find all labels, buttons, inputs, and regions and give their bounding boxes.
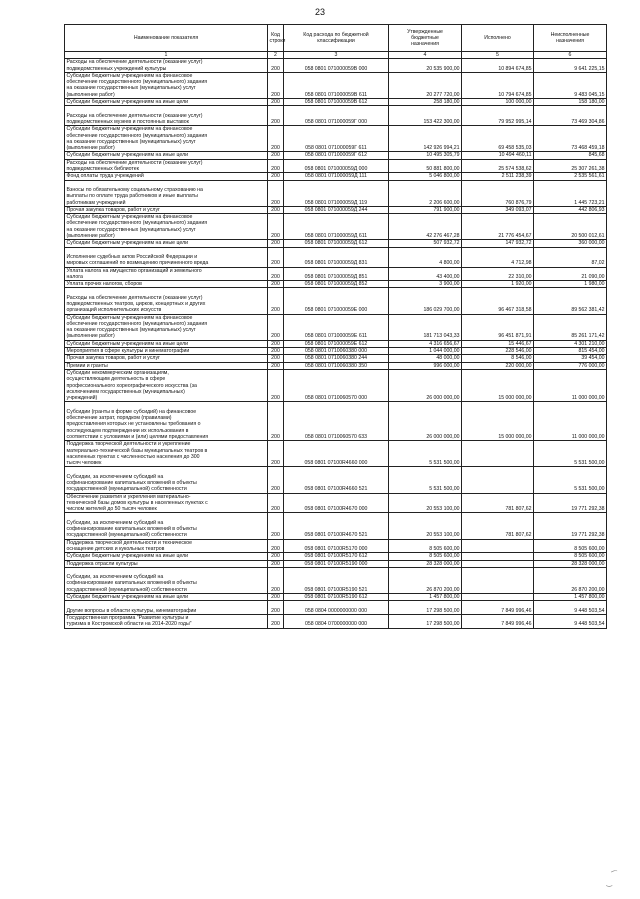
row-name-cell: Субсидии бюджетным учреждениям на иные цели bbox=[65, 152, 268, 159]
row-name-cell: Расходы на обеспечение деятельности (оказание услуг) подведомственных библиотек bbox=[65, 159, 268, 173]
header-approved: Утвержденные бюджетные назначения bbox=[389, 25, 462, 52]
row-name-cell: Прочая закупка товаров, работ и услуг bbox=[65, 355, 268, 362]
row-unexecuted-cell: 1 980,00 bbox=[534, 281, 607, 288]
row-unexecuted-cell: 442 806,93 bbox=[534, 206, 607, 213]
row-unexecuted-cell: 25 307 261,38 bbox=[534, 159, 607, 173]
row-name-cell: Субсидии, за исключением субсидий на софинансирование капитальных вложений в объекты государственной (муниципальной) собственности bbox=[65, 513, 268, 539]
row-unexecuted-cell: 20 500 012,61 bbox=[534, 214, 607, 240]
row-approved-cell: 17 298 500,00 bbox=[389, 601, 462, 615]
row-executed-cell: 96 451 871,91 bbox=[462, 314, 534, 340]
row-executed-cell: 2 511 238,39 bbox=[462, 173, 534, 180]
budget-execution-table-container bbox=[64, 24, 606, 629]
header-budget-code: Код расхода по бюджетной классификации bbox=[284, 25, 389, 52]
table-row bbox=[65, 247, 607, 267]
row-code-cell: 058 0801 07100R5170 612 bbox=[284, 553, 389, 560]
row-line-cell: 200 bbox=[268, 340, 284, 347]
row-unexecuted-cell: 39 454,00 bbox=[534, 355, 607, 362]
row-code-cell: 058 0801 071000059В 611 bbox=[284, 72, 389, 98]
column-numbers-row bbox=[65, 52, 607, 59]
table-row bbox=[65, 594, 607, 601]
row-line-cell: 200 bbox=[268, 614, 284, 628]
row-line-cell: 200 bbox=[268, 72, 284, 98]
row-code-cell: 058 0801 07100R5190 612 bbox=[284, 594, 389, 601]
table-row bbox=[65, 402, 607, 441]
row-approved-cell: 186 029 700,00 bbox=[389, 288, 462, 314]
row-line-cell: 200 bbox=[268, 281, 284, 288]
row-unexecuted-cell: 8 505 600,00 bbox=[534, 553, 607, 560]
row-code-cell: 058 0801 0710060380 244 bbox=[284, 355, 389, 362]
table-row bbox=[65, 180, 607, 206]
row-approved-cell: 26 000 000,00 bbox=[389, 369, 462, 401]
header-line-code: Код строки bbox=[268, 25, 284, 52]
row-executed-cell bbox=[462, 553, 534, 560]
table-row bbox=[65, 59, 607, 73]
row-line-cell: 200 bbox=[268, 214, 284, 240]
row-unexecuted-cell: 158 180,00 bbox=[534, 99, 607, 106]
row-code-cell: 058 0801 071000059Е 611 bbox=[284, 314, 389, 340]
table-row bbox=[65, 314, 607, 340]
row-line-cell: 200 bbox=[268, 594, 284, 601]
row-unexecuted-cell: 26 870 200,00 bbox=[534, 567, 607, 593]
row-unexecuted-cell: 776 000,00 bbox=[534, 362, 607, 369]
row-name-cell: Поддержка творческой деятельности и укрепление материально-технической базы муниципальных театров в населенных пунктах с численностью населения до 300 тысяч человек bbox=[65, 441, 268, 467]
row-code-cell: 058 0801 07100R4660 521 bbox=[284, 467, 389, 493]
row-executed-cell bbox=[462, 594, 534, 601]
row-executed-cell: 10 794 674,85 bbox=[462, 72, 534, 98]
row-unexecuted-cell: 9 483 045,15 bbox=[534, 72, 607, 98]
row-approved-cell: 3 900,00 bbox=[389, 281, 462, 288]
table-row bbox=[65, 567, 607, 593]
row-name-cell: Премии и гранты bbox=[65, 362, 268, 369]
row-unexecuted-cell: 9 448 503,54 bbox=[534, 601, 607, 615]
row-unexecuted-cell: 11 000 000,00 bbox=[534, 369, 607, 401]
table-row bbox=[65, 99, 607, 106]
row-approved-cell: 5 531 500,00 bbox=[389, 441, 462, 467]
row-name-cell: Субсидии бюджетным учреждениям на финансовое обеспечение государственного (муниципального) задания на оказание государственных (муниципальных) услуг (выполнение работ) bbox=[65, 126, 268, 152]
row-name-cell: Прочая закупка товаров, работ и услуг bbox=[65, 206, 268, 213]
table-header-row bbox=[65, 25, 607, 52]
row-unexecuted-cell: 360 000,00 bbox=[534, 240, 607, 247]
row-code-cell: 058 0804 0700000000 000 bbox=[284, 614, 389, 628]
row-name-cell: Другие вопросы в области культуры, кинематографии bbox=[65, 601, 268, 615]
row-name-cell: Субсидии бюджетным учреждениям на иные цели bbox=[65, 340, 268, 347]
row-approved-cell: 20 553 100,00 bbox=[389, 493, 462, 513]
row-name-cell: Мероприятия в сфере культуры и кинематографии bbox=[65, 348, 268, 355]
column-number: 4 bbox=[389, 52, 462, 59]
row-unexecuted-cell: 1 457 800,00 bbox=[534, 594, 607, 601]
row-approved-cell: 50 881 800,00 bbox=[389, 159, 462, 173]
row-code-cell: 058 0801 071000059Г 611 bbox=[284, 126, 389, 152]
table-row bbox=[65, 126, 607, 152]
row-line-cell: 200 bbox=[268, 493, 284, 513]
table-row bbox=[65, 152, 607, 159]
row-code-cell: 058 0801 07100R5190 521 bbox=[284, 567, 389, 593]
row-name-cell: Субсидии, за исключением субсидий на софинансирование капитальных вложений в объекты государственной (муниципальной) собственности bbox=[65, 467, 268, 493]
row-code-cell: 058 0801 071000059Г 612 bbox=[284, 152, 389, 159]
row-line-cell: 200 bbox=[268, 467, 284, 493]
header-name: Наименование показателя bbox=[65, 25, 268, 52]
row-code-cell: 058 0801 0710060380 350 bbox=[284, 362, 389, 369]
row-approved-cell: 996 000,00 bbox=[389, 362, 462, 369]
row-unexecuted-cell: 73 468 459,18 bbox=[534, 126, 607, 152]
row-approved-cell: 42 276 467,28 bbox=[389, 214, 462, 240]
row-approved-cell: 142 926 994,21 bbox=[389, 126, 462, 152]
row-name-cell: Субсидии (гранты в форме субсидий) на финансовое обеспечение затрат, порядком (правилами) предоставления которых не установлены требования о последующем подтверждении их использования в соответствии с условиями и (или) целями предоставления bbox=[65, 402, 268, 441]
row-name-cell: Субсидии бюджетным учреждениям на финансовое обеспечение государственного (муниципального) задания на оказание государственных (муниципальных) услуг (выполнение работ) bbox=[65, 214, 268, 240]
row-line-cell: 200 bbox=[268, 553, 284, 560]
row-approved-cell: 20 277 720,00 bbox=[389, 72, 462, 98]
row-line-cell: 200 bbox=[268, 206, 284, 213]
table-row bbox=[65, 159, 607, 173]
row-executed-cell bbox=[462, 567, 534, 593]
row-executed-cell bbox=[462, 441, 534, 467]
row-line-cell: 200 bbox=[268, 288, 284, 314]
table-row bbox=[65, 267, 607, 281]
row-code-cell: 058 0801 071000059Е 000 bbox=[284, 288, 389, 314]
row-approved-cell: 26 000 000,00 bbox=[389, 402, 462, 441]
row-approved-cell: 507 932,72 bbox=[389, 240, 462, 247]
row-code-cell: 058 0801 071000059Д 244 bbox=[284, 206, 389, 213]
row-line-cell: 200 bbox=[268, 159, 284, 173]
row-approved-cell: 2 206 600,00 bbox=[389, 180, 462, 206]
row-approved-cell: 1 457 800,00 bbox=[389, 594, 462, 601]
table-body bbox=[65, 59, 607, 628]
row-name-cell: Субсидии бюджетным учреждениям на иные цели bbox=[65, 553, 268, 560]
table-row bbox=[65, 553, 607, 560]
row-unexecuted-cell: 9 448 503,54 bbox=[534, 614, 607, 628]
row-line-cell: 200 bbox=[268, 152, 284, 159]
row-approved-cell: 8 505 600,00 bbox=[389, 553, 462, 560]
row-executed-cell: 15 000 000,00 bbox=[462, 369, 534, 401]
row-executed-cell: 79 952 995,14 bbox=[462, 106, 534, 126]
row-code-cell: 058 0801 07100R4670 521 bbox=[284, 513, 389, 539]
row-executed-cell: 10 894 674,85 bbox=[462, 59, 534, 73]
table-row bbox=[65, 288, 607, 314]
row-code-cell: 058 0801 071000059Д 852 bbox=[284, 281, 389, 288]
row-executed-cell: 7 849 996,46 bbox=[462, 614, 534, 628]
row-name-cell: Субсидии бюджетным учреждениям на иные цели bbox=[65, 594, 268, 601]
row-unexecuted-cell: 89 562 381,42 bbox=[534, 288, 607, 314]
row-line-cell: 200 bbox=[268, 247, 284, 267]
row-code-cell: 058 0801 071000059Д 831 bbox=[284, 247, 389, 267]
row-code-cell: 058 0801 071000059Д 611 bbox=[284, 214, 389, 240]
row-executed-cell: 760 876,79 bbox=[462, 180, 534, 206]
column-number: 6 bbox=[534, 52, 607, 59]
table-row bbox=[65, 614, 607, 628]
row-code-cell: 058 0801 071000059Д 119 bbox=[284, 180, 389, 206]
row-approved-cell: 791 900,00 bbox=[389, 206, 462, 213]
row-name-cell: Расходы на обеспечение деятельности (оказание услуг) подведомственных музеев и постоянных выставок bbox=[65, 106, 268, 126]
pen-mark: ⁀ bbox=[611, 871, 619, 880]
row-approved-cell: 10 495 305,79 bbox=[389, 152, 462, 159]
row-executed-cell: 220 000,00 bbox=[462, 362, 534, 369]
row-executed-cell: 21 776 454,67 bbox=[462, 214, 534, 240]
table-row bbox=[65, 493, 607, 513]
row-code-cell: 058 0801 071000059Д 111 bbox=[284, 173, 389, 180]
row-unexecuted-cell: 845,68 bbox=[534, 152, 607, 159]
row-name-cell: Фонд оплаты труда учреждений bbox=[65, 173, 268, 180]
row-approved-cell: 5 046 800,00 bbox=[389, 173, 462, 180]
row-code-cell: 058 0804 0000000000 000 bbox=[284, 601, 389, 615]
row-unexecuted-cell: 21 090,00 bbox=[534, 267, 607, 281]
table-row bbox=[65, 539, 607, 553]
row-line-cell: 200 bbox=[268, 106, 284, 126]
row-executed-cell: 96 467 318,58 bbox=[462, 288, 534, 314]
row-executed-cell: 100 000,00 bbox=[462, 99, 534, 106]
column-number: 2 bbox=[268, 52, 284, 59]
page-number: 23 bbox=[314, 7, 325, 17]
row-name-cell: Уплата прочих налогов, сборов bbox=[65, 281, 268, 288]
row-executed-cell: 781 807,62 bbox=[462, 513, 534, 539]
table-row bbox=[65, 362, 607, 369]
row-unexecuted-cell: 5 531 500,00 bbox=[534, 467, 607, 493]
row-unexecuted-cell: 85 261 171,42 bbox=[534, 314, 607, 340]
table-row bbox=[65, 513, 607, 539]
row-code-cell: 058 0801 07100R5170 000 bbox=[284, 539, 389, 553]
row-executed-cell bbox=[462, 560, 534, 567]
row-line-cell: 200 bbox=[268, 560, 284, 567]
row-line-cell: 200 bbox=[268, 402, 284, 441]
budget-execution-table bbox=[64, 24, 607, 629]
row-approved-cell: 17 298 500,00 bbox=[389, 614, 462, 628]
row-name-cell: Субсидии бюджетным учреждениям на иные цели bbox=[65, 99, 268, 106]
row-approved-cell: 28 328 000,00 bbox=[389, 560, 462, 567]
row-unexecuted-cell: 87,02 bbox=[534, 247, 607, 267]
row-name-cell: Взносы по обязательному социальному страхованию на выплаты по оплате труда работников и иные выплаты работникам учреждений bbox=[65, 180, 268, 206]
row-line-cell: 200 bbox=[268, 355, 284, 362]
row-name-cell: Поддержка творческой деятельности и техническое оснащение детских и кукольных театров bbox=[65, 539, 268, 553]
row-executed-cell: 4 712,98 bbox=[462, 247, 534, 267]
row-code-cell: 058 0801 071000059Д 851 bbox=[284, 267, 389, 281]
row-line-cell: 200 bbox=[268, 539, 284, 553]
table-row bbox=[65, 355, 607, 362]
row-line-cell: 200 bbox=[268, 314, 284, 340]
table-row bbox=[65, 467, 607, 493]
row-code-cell: 058 0801 071000059Д 000 bbox=[284, 159, 389, 173]
row-unexecuted-cell: 19 771 292,38 bbox=[534, 493, 607, 513]
row-executed-cell: 25 574 538,62 bbox=[462, 159, 534, 173]
row-code-cell: 058 0801 071000059В 000 bbox=[284, 59, 389, 73]
row-name-cell: Уплата налога на имущество организаций и земельного налога bbox=[65, 267, 268, 281]
row-unexecuted-cell: 815 454,00 bbox=[534, 348, 607, 355]
row-name-cell: Субсидии, за исключением субсидий на софинансирование капитальных вложений в объекты государственной (муниципальной) собственности bbox=[65, 567, 268, 593]
row-code-cell: 058 0801 0710060570 000 bbox=[284, 369, 389, 401]
row-name-cell: Государственная программа "Развитие культуры и туризма в Костромской области на 2014-2020 годы" bbox=[65, 614, 268, 628]
row-line-cell: 200 bbox=[268, 126, 284, 152]
row-line-cell: 200 bbox=[268, 362, 284, 369]
row-approved-cell: 20 535 900,00 bbox=[389, 59, 462, 73]
row-approved-cell: 20 553 100,00 bbox=[389, 513, 462, 539]
row-name-cell: Расходы на обеспечение деятельности (оказание услуг) подведомственных учреждений культуры bbox=[65, 59, 268, 73]
row-unexecuted-cell: 9 641 225,15 bbox=[534, 59, 607, 73]
table-row bbox=[65, 214, 607, 240]
row-name-cell: Обеспечение развития и укрепления материально- технической базы домов культуры в населенных пунктах с числом жителей до 50 тысяч человек bbox=[65, 493, 268, 513]
row-name-cell: Субсидии бюджетным учреждениям на финансовое обеспечение государственного (муниципального) задания на оказание государственных (муниципальных) услуг (выполнение работ) bbox=[65, 72, 268, 98]
table-row bbox=[65, 173, 607, 180]
row-line-cell: 200 bbox=[268, 59, 284, 73]
row-approved-cell: 26 870 200,00 bbox=[389, 567, 462, 593]
row-executed-cell: 7 849 996,46 bbox=[462, 601, 534, 615]
row-approved-cell: 8 505 600,00 bbox=[389, 539, 462, 553]
row-unexecuted-cell: 19 771 292,38 bbox=[534, 513, 607, 539]
row-line-cell: 200 bbox=[268, 180, 284, 206]
row-executed-cell: 15 000 000,00 bbox=[462, 402, 534, 441]
row-code-cell: 058 0801 0710060380 000 bbox=[284, 348, 389, 355]
row-executed-cell: 1 920,00 bbox=[462, 281, 534, 288]
row-line-cell: 200 bbox=[268, 173, 284, 180]
row-approved-cell: 181 713 043,33 bbox=[389, 314, 462, 340]
row-name-cell: Субсидии бюджетным учреждениям на иные цели bbox=[65, 240, 268, 247]
table-row bbox=[65, 348, 607, 355]
table-row bbox=[65, 281, 607, 288]
row-name-cell: Исполнение судебных актов Российской Федерации и мировых соглашений по возмещению причиненного вреда bbox=[65, 247, 268, 267]
row-code-cell: 058 0801 0710060570 633 bbox=[284, 402, 389, 441]
row-executed-cell: 10 494 460,11 bbox=[462, 152, 534, 159]
row-line-cell: 200 bbox=[268, 267, 284, 281]
row-line-cell: 200 bbox=[268, 240, 284, 247]
table-row bbox=[65, 72, 607, 98]
row-line-cell: 200 bbox=[268, 441, 284, 467]
header-unexecuted: Неисполненные назначения bbox=[534, 25, 607, 52]
row-approved-cell: 153 422 300,00 bbox=[389, 106, 462, 126]
row-code-cell: 058 0801 071000059Д 612 bbox=[284, 240, 389, 247]
row-approved-cell: 4 800,00 bbox=[389, 247, 462, 267]
row-line-cell: 200 bbox=[268, 348, 284, 355]
table-row bbox=[65, 369, 607, 401]
row-name-cell: Поддержка отрасли культуры bbox=[65, 560, 268, 567]
row-executed-cell: 15 446,67 bbox=[462, 340, 534, 347]
row-approved-cell: 48 000,00 bbox=[389, 355, 462, 362]
row-code-cell: 058 0801 071000059В 612 bbox=[284, 99, 389, 106]
table-row bbox=[65, 340, 607, 347]
row-executed-cell: 228 546,00 bbox=[462, 348, 534, 355]
row-executed-cell: 8 546,00 bbox=[462, 355, 534, 362]
row-unexecuted-cell: 73 469 304,86 bbox=[534, 106, 607, 126]
row-unexecuted-cell: 5 531 500,00 bbox=[534, 441, 607, 467]
row-approved-cell: 43 400,00 bbox=[389, 267, 462, 281]
table-row bbox=[65, 441, 607, 467]
row-approved-cell: 1 044 000,00 bbox=[389, 348, 462, 355]
row-line-cell: 200 bbox=[268, 567, 284, 593]
column-number: 3 bbox=[284, 52, 389, 59]
row-unexecuted-cell: 8 505 600,00 bbox=[534, 539, 607, 553]
table-row bbox=[65, 560, 607, 567]
table-row bbox=[65, 106, 607, 126]
row-code-cell: 058 0801 071000059Е 612 bbox=[284, 340, 389, 347]
row-line-cell: 200 bbox=[268, 99, 284, 106]
row-executed-cell bbox=[462, 539, 534, 553]
table-row bbox=[65, 206, 607, 213]
row-line-cell: 200 bbox=[268, 601, 284, 615]
row-code-cell: 058 0801 07100R4670 000 bbox=[284, 493, 389, 513]
table-row bbox=[65, 240, 607, 247]
row-executed-cell: 349 093,07 bbox=[462, 206, 534, 213]
row-unexecuted-cell: 4 301 210,00 bbox=[534, 340, 607, 347]
row-code-cell: 058 0801 071000059Г 000 bbox=[284, 106, 389, 126]
row-code-cell: 058 0801 07100R4660 000 bbox=[284, 441, 389, 467]
row-line-cell: 200 bbox=[268, 369, 284, 401]
column-number: 1 bbox=[65, 52, 268, 59]
row-executed-cell: 147 932,72 bbox=[462, 240, 534, 247]
row-approved-cell: 258 180,00 bbox=[389, 99, 462, 106]
row-code-cell: 058 0801 07100R5190 000 bbox=[284, 560, 389, 567]
row-executed-cell: 781 807,62 bbox=[462, 493, 534, 513]
row-executed-cell bbox=[462, 467, 534, 493]
row-executed-cell: 22 310,00 bbox=[462, 267, 534, 281]
table-row bbox=[65, 601, 607, 615]
column-number: 5 bbox=[462, 52, 534, 59]
row-executed-cell: 69 458 535,03 bbox=[462, 126, 534, 152]
pen-mark: ‿ bbox=[606, 880, 612, 887]
row-unexecuted-cell: 28 328 000,00 bbox=[534, 560, 607, 567]
row-approved-cell: 4 316 656,67 bbox=[389, 340, 462, 347]
row-approved-cell: 5 531 500,00 bbox=[389, 467, 462, 493]
row-name-cell: Субсидии некоммерческим организациям, осуществляющим деятельность в сфере профессионального хореографического искусства (за исключением государственных (муниципальных) учреждений) bbox=[65, 369, 268, 401]
row-unexecuted-cell: 11 000 000,00 bbox=[534, 402, 607, 441]
row-name-cell: Расходы на обеспечение деятельности (оказание услуг) подведомственных театров, цирков, концертных и других организаций исполнительских искусств bbox=[65, 288, 268, 314]
header-executed: Исполнено bbox=[462, 25, 534, 52]
row-unexecuted-cell: 2 535 561,61 bbox=[534, 173, 607, 180]
row-name-cell: Субсидии бюджетным учреждениям на финансовое обеспечение государственного (муниципального) задания на оказание государственных (муниципальных) услуг (выполнение работ) bbox=[65, 314, 268, 340]
row-line-cell: 200 bbox=[268, 513, 284, 539]
row-unexecuted-cell: 1 445 723,21 bbox=[534, 180, 607, 206]
